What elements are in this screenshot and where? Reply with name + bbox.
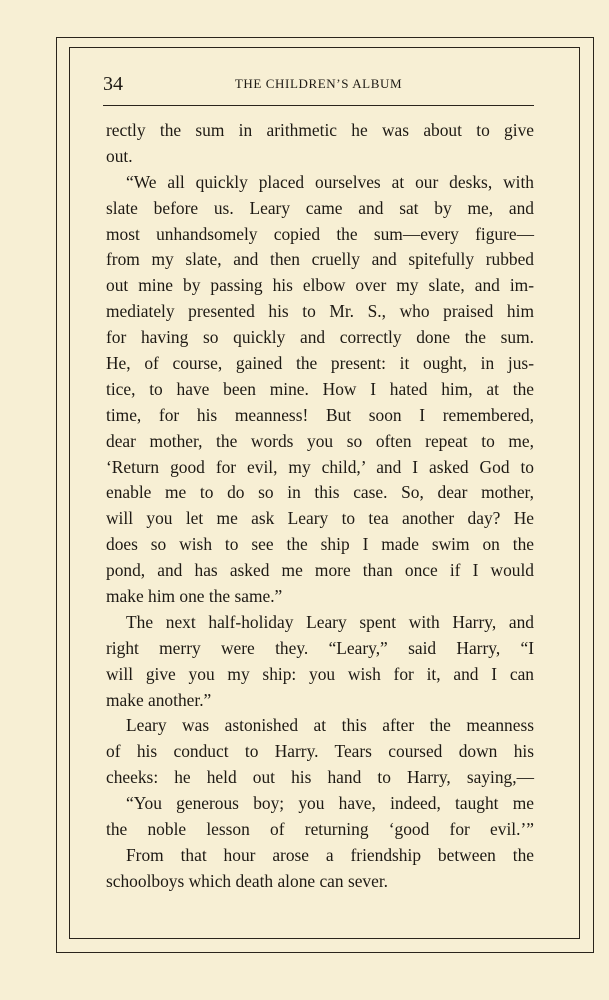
text-line: Leary was astonished at this after the meanness xyxy=(126,715,534,736)
text-line: out. xyxy=(106,145,133,166)
text-line: enable me to do so in this case. So, dear mother, xyxy=(106,482,534,503)
body-text xyxy=(106,118,534,895)
text-line: time, for his meanness! But soon I remembered, xyxy=(106,404,534,425)
text-line: “You generous boy; you have, indeed, taught me xyxy=(126,793,534,814)
text-line: most unhandsomely copied the sum—every figure— xyxy=(106,223,534,244)
text-line: pond, and has asked me more than once if I would xyxy=(106,560,534,581)
text-line: cheeks: he held out his hand to Harry, saying,— xyxy=(106,767,534,788)
page-header xyxy=(103,72,534,98)
header-rule xyxy=(103,105,534,106)
text-line: He, of course, gained the present: it ought, in jus- xyxy=(106,353,534,374)
text-line: from my slate, and then cruelly and spitefully rubbed xyxy=(106,249,534,270)
text-line: make him one the same.” xyxy=(106,586,283,607)
text-line: for having so quickly and correctly done the sum. xyxy=(106,327,534,348)
text-line: will give you my ship: you wish for it, and I can xyxy=(106,663,534,684)
text-line: slate before us. Leary came and sat by me, and xyxy=(106,197,534,218)
text-line: “We all quickly placed ourselves at our desks, with xyxy=(126,171,534,192)
text-line: out mine by passing his elbow over my slate, and im- xyxy=(106,275,534,296)
running-head: THE CHILDREN’S ALBUM xyxy=(234,76,403,91)
text-line: dear mother, the words you so often repeat to me, xyxy=(106,430,534,451)
page-number: 34 xyxy=(103,73,123,95)
text-line: schoolboys which death alone can sever. xyxy=(106,870,389,891)
text-line: tice, to have been mine. How I hated him, at the xyxy=(106,378,534,399)
text-line: rectly the sum in arithmetic he was about to give xyxy=(106,120,534,140)
text-line: the noble lesson of returning ‘good for evil.’” xyxy=(106,819,534,840)
text-line: make another.” xyxy=(106,689,212,710)
text-line: ‘Return good for evil, my child,’ and I asked God to xyxy=(106,456,534,477)
text-line: mediately presented his to Mr. S., who praised him xyxy=(106,301,534,322)
text-line: will you let me ask Leary to tea another day? He xyxy=(106,508,534,529)
text-line: does so wish to see the ship I made swim on the xyxy=(106,534,534,555)
text-line: right merry were they. “Leary,” said Harry, “I xyxy=(106,637,534,658)
text-line: From that hour arose a friendship between the xyxy=(126,844,534,865)
text-line: The next half-holiday Leary spent with Harry, and xyxy=(126,611,534,632)
text-line: of his conduct to Harry. Tears coursed down his xyxy=(106,741,534,762)
